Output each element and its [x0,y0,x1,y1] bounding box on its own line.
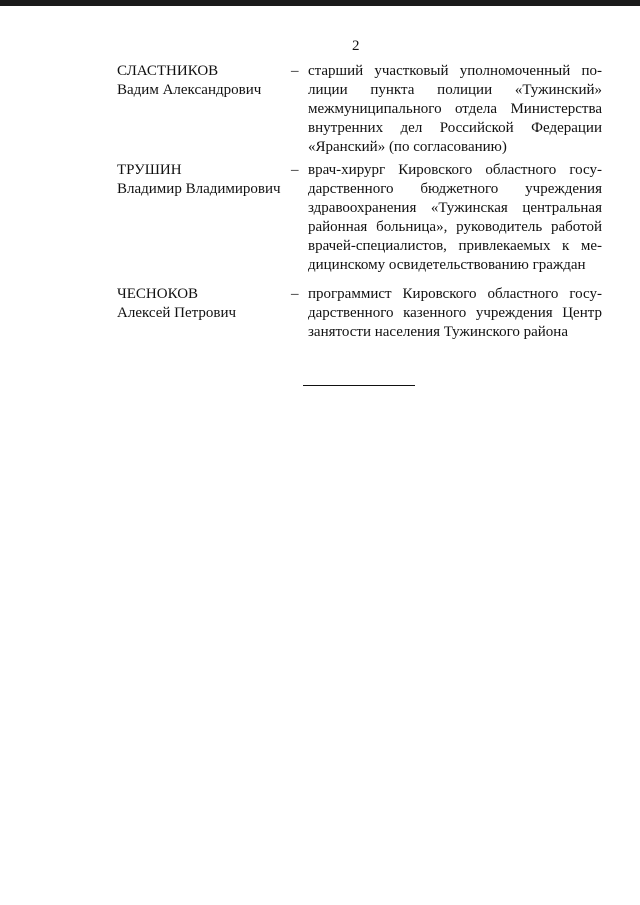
person-surname: ТРУШИН [117,162,182,178]
page-number: 2 [352,38,360,54]
entry-dash: – [291,286,299,302]
person-given-name: Вадим Александрович [117,82,262,98]
person-name [117,161,292,199]
person-given-name: Алексей Петрович [117,305,237,321]
person-surname: СЛАСТНИКОВ [117,63,219,79]
person-surname: ЧЕСНОКОВ [117,286,199,302]
page-top-edge [0,0,640,6]
entry-dash: – [291,162,299,178]
person-position: врач-хирург Кировского областного государственного бюджетного учреждения здравоохранения «Тужинская центральная районная больница», руководитель работой врачей-специалистов, привлекаемых к медицинскому освидетельствованию граждан [308,162,602,273]
person-position: программист Кировского областного государственного казенного учреждения Центр занятости населения Тужинского района [308,286,602,340]
person-name [117,285,292,323]
entry-dash: – [291,63,299,79]
person-name [117,62,292,100]
closing-rule [303,385,415,386]
person-position: старший участковый уполномоченный полиции пункта полиции «Тужинский» межмуниципального отдела Министерства внутренних дел Российской Федерации «Яранский» (по согласованию) [308,63,602,155]
person-given-name: Владимир Владимирович [117,181,281,197]
